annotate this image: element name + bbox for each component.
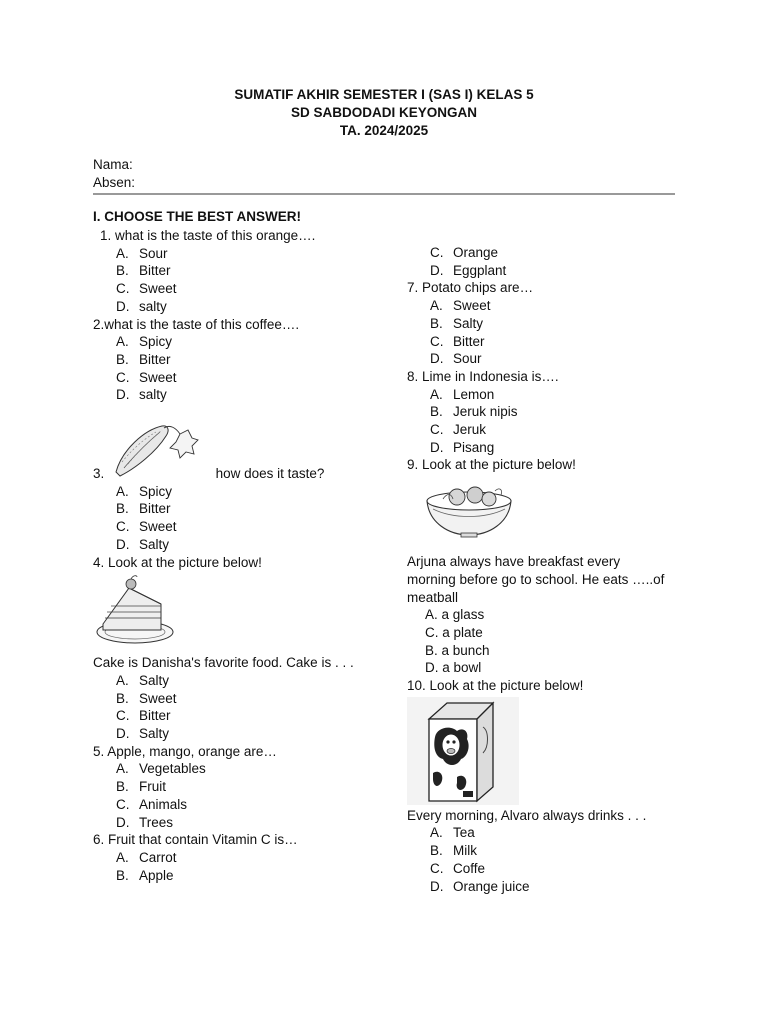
option: A. Spicy [116,334,173,350]
option: B. Milk [430,843,477,859]
header-divider [93,193,675,195]
question-3: 3. how does it taste? [93,420,383,483]
right-column [407,244,697,895]
question-9-body: Arjuna always have breakfast every morning before go to school. He eats …..of meatball [407,554,665,605]
option: D. Sour [430,351,482,367]
option: A. Carrot [116,849,177,865]
option: C. Bitter [430,333,485,349]
name-label: Nama: [93,157,133,172]
option: D. Eggplant [430,262,507,278]
option: C. Orange [430,245,499,260]
question-6: 6. Fruit that contain Vitamin C is… [93,832,298,848]
option: D. salty [116,387,167,403]
option: D. Salty [116,536,170,552]
question-4-body: Cake is Danisha's favorite food. Cake is . . . [93,655,354,671]
option: B. Jeruk nipis [430,404,518,420]
option: D. Salty [116,726,170,742]
option: A. Lemon [430,386,495,402]
question-9: 9. Look at the picture below! [407,457,576,473]
option: C. Bitter [116,708,171,724]
option: C. a plate [425,624,483,640]
option: D. Orange juice [430,878,530,894]
option: C. Sweet [116,281,177,297]
option: B. Apple [116,867,174,883]
option: A. Salty [116,672,170,688]
question-4: 4. Look at the picture below! [93,554,262,570]
option: D. salty [116,298,167,314]
question-8: 8. Lime in Indonesia is…. [407,368,559,384]
option: A. Vegetables [116,761,206,777]
header-line-3: TA. 2024/2025 [339,123,429,138]
option: B. Bitter [116,501,171,517]
option: A. Sour [116,245,168,261]
option: A. Tea [430,825,475,841]
question-7: 7. Potato chips are… [407,280,534,296]
option: D. a bowl [425,660,482,676]
section-title: I. CHOOSE THE BEST ANSWER! [93,209,302,224]
option: D. Trees [116,814,174,830]
bitter-melon-picture [108,420,204,483]
question-5: 5. Apple, mango, orange are… [93,743,277,759]
milk-carton-picture [407,697,697,805]
option: B. Bitter [116,263,171,279]
option: A. Spicy [116,483,173,499]
question-10: 10. Look at the picture below! [407,678,584,694]
left-column [93,227,383,884]
question-1: 1. what is the taste of this orange…. [100,228,316,243]
option: C. Animals [116,796,188,812]
option: D. Pisang [430,439,495,455]
header-line-2: SD SABDODADI KEYONGAN [290,105,477,120]
absen-label: Absen: [93,175,136,190]
header-line-1: SUMATIF AKHIR SEMESTER I (SAS I) KELAS 5 [234,87,534,102]
question-2: 2.what is the taste of this coffee…. [93,316,300,332]
option: C. Sweet [116,519,177,535]
option: A. a glass [425,607,485,623]
option: B. Fruit [116,779,166,795]
option: B. Salty [430,315,484,331]
meatball-bowl-picture [423,479,697,539]
identity-block [93,156,135,192]
option: C. Jeruk [430,422,487,438]
cake-picture [93,574,383,646]
option: C. Coffe [430,860,486,876]
question-10-body: Every morning, Alvaro always drinks . . . [407,807,647,823]
option: B. a bunch [425,642,490,658]
option: A. Sweet [430,298,491,314]
option: C. Sweet [116,369,177,385]
option: B. Sweet [116,690,177,706]
option: B. Bitter [116,351,171,367]
document-header [0,86,768,140]
